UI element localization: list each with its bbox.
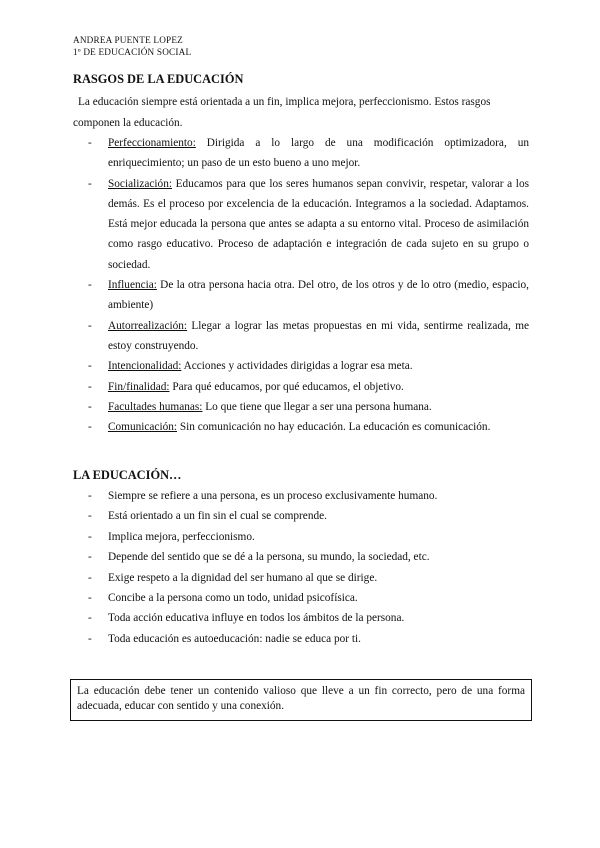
term-description: Dirigida a lo largo de una modificación optimizadora, un enriquecimiento; un paso de un esto bueno a uno mejor. [108,137,529,170]
list-item-text: Está orientado a un fin sin el cual se comprende. [108,510,327,523]
bullet-dash: - [88,360,92,373]
list-item-text: Exige respeto a la dignidad del ser humano al que se dirige. [108,571,378,584]
document-header [73,34,191,58]
list-item [73,547,529,567]
bullet-dash: - [88,319,92,332]
list-item [73,397,529,417]
term-description: Sin comunicación no hay educación. La educación es comunicación. [177,421,491,434]
term-label: Socialización: [108,177,172,190]
term-description: De la otra persona hacia otra. Del otro, de los otros y de lo otro (medio, espacio, ambiente) [108,279,529,312]
course-name: 1º DE EDUCACIÓN SOCIAL [73,47,192,57]
rasgos-list [73,133,529,437]
list-item [73,608,529,628]
list-item-text: Toda educación es autoeducación: nadie se educa por ti. [108,632,361,645]
bullet-dash: - [88,551,92,564]
list-item [73,356,529,376]
list-item [73,486,529,506]
bullet-dash: - [88,490,92,502]
intro-paragraph: La educación siempre está orientada a un fin, implica mejora, perfeccionismo. Estos rasgos componen la educación. [73,96,491,129]
term-description: Lo que tiene que llegar a ser una persona humana. [202,400,432,413]
term-description: Para qué educamos, por qué educamos, el objetivo. [169,380,404,393]
bullet-dash: - [88,530,92,543]
bullet-dash: - [88,137,92,149]
list-item [73,568,529,588]
bullet-dash: - [88,421,92,434]
bullet-dash: - [88,177,92,190]
list-item [73,417,529,437]
term-label: Comunicación: [108,421,178,434]
term-label: Intencionalidad: [108,360,182,373]
section-title-la-educacion: LA EDUCACIÓN… [73,468,182,482]
list-item [73,174,529,275]
list-item [73,527,529,547]
list-item [73,275,529,316]
list-item [73,629,529,649]
term-label: Autorrealización: [108,319,188,332]
list-item-text: Siempre se refiere a una persona, es un proceso exclusivamente humano. [108,490,438,502]
bullet-dash: - [88,612,92,625]
list-item-text: Concibe a la persona como un todo, unidad psicofísica. [108,592,358,605]
section-title-rasgos: RASGOS DE LA EDUCACIÓN [73,72,244,86]
author-name: ANDREA PUENTE LOPEZ [73,35,183,45]
list-item [73,506,529,526]
term-description: Educamos para que los seres humanos sepan convivir, respetar, valorar a los demás. Es el proceso por excelencia de la educación. Integramos a la sociedad. Adaptamos. Está mejor educada la persona que antes se adapta a su entorno vital. Proceso de asimilación como rasgo educativo. Proceso de adaptación e integración de cada sujeto en su grupo o sociedad. [108,177,529,271]
term-label: Perfeccionamiento: [108,137,196,149]
bullet-dash: - [88,632,92,645]
bullet-dash: - [88,510,92,523]
list-item [73,377,529,397]
la-educacion-list [73,486,529,649]
bullet-dash: - [88,592,92,605]
list-item-text: Implica mejora, perfeccionismo. [108,530,255,543]
bullet-dash: - [88,571,92,584]
term-label: Influencia: [108,279,157,292]
term-label: Fin/finalidad: [108,380,170,393]
term-description: Acciones y actividades dirigidas a lograr esa meta. [181,360,413,373]
list-item [73,133,529,174]
list-item-text: Depende del sentido que se dé a la persona, su mundo, la sociedad, etc. [108,551,430,564]
list-item-text: Toda acción educativa influye en todos los ámbitos de la persona. [108,612,405,625]
bullet-dash: - [88,279,92,292]
list-item [73,316,529,357]
list-item [73,588,529,608]
term-label: Facultades humanas: [108,400,203,413]
summary-box: La educación debe tener un contenido valioso que lleve a un fin correcto, pero de una forma adecuada, educar con sentido y una conexión. [70,679,532,721]
term-description: Llegar a lograr las metas propuestas en mi vida, sentirme realizada, me estoy construyendo. [108,319,529,352]
bullet-dash: - [88,400,92,413]
bullet-dash: - [88,380,92,393]
